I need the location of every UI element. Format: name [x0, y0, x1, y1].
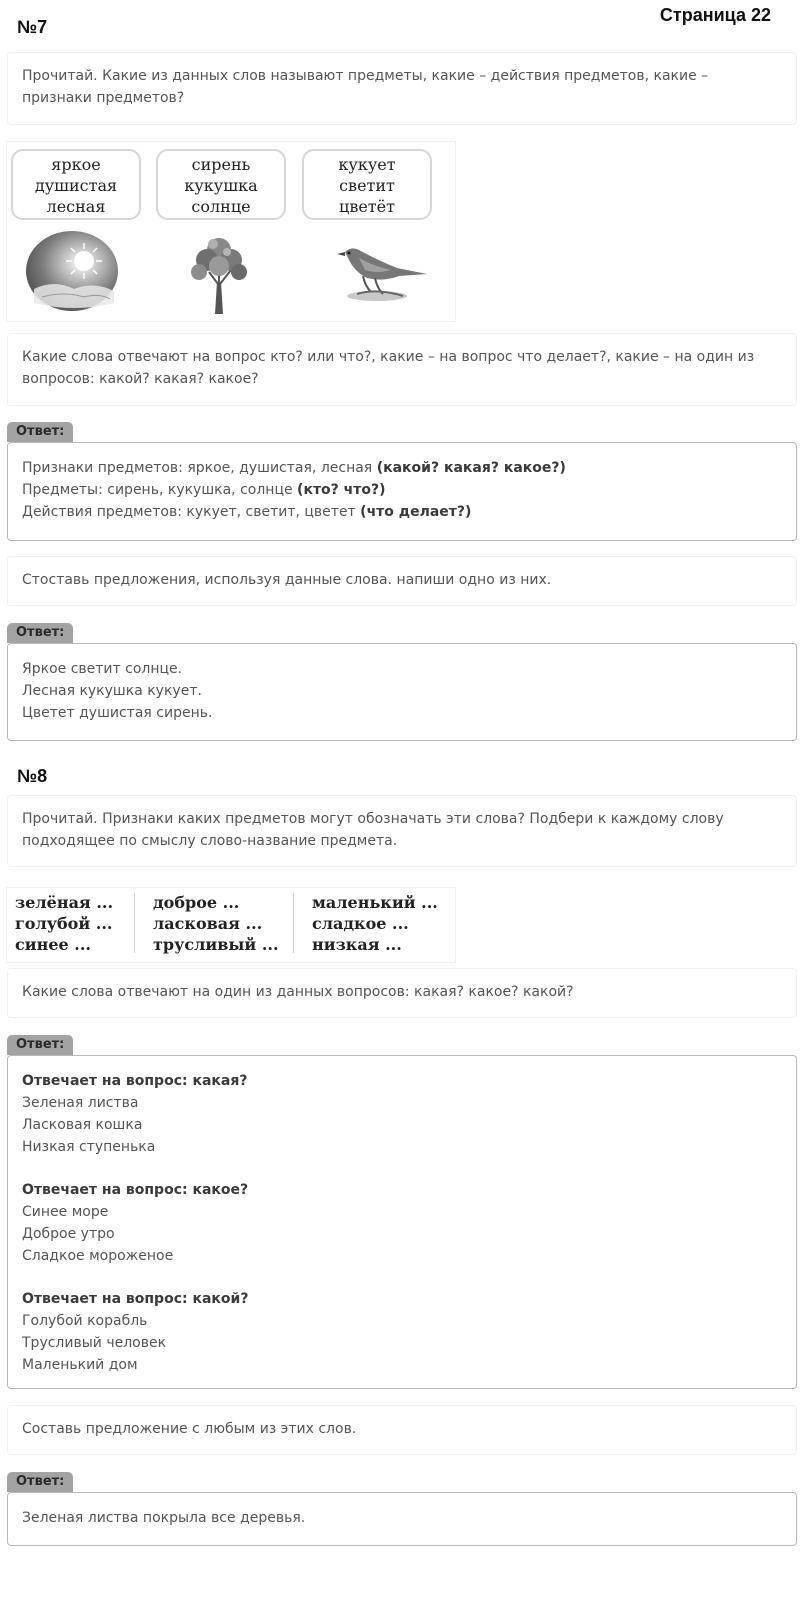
sun-picture — [24, 227, 120, 315]
word-card-1 — [11, 149, 141, 220]
word: кукует — [338, 155, 396, 174]
answer-line: Цветет душистая сирень. — [22, 705, 213, 721]
word: доброе ... — [153, 893, 240, 912]
answer-line: Зеленая листва — [22, 1095, 139, 1111]
word-column-1 — [15, 892, 113, 955]
answer-line: Яркое светит солнце. — [22, 661, 183, 677]
task-8-word-columns — [6, 887, 456, 963]
word: душистая — [34, 176, 118, 195]
answer-line: Признаки предметов: яркое, душистая, лесная (какой? какая? какое?) — [22, 460, 566, 476]
word-card-3 — [302, 149, 432, 220]
word-column-2 — [153, 892, 279, 955]
group-title: Отвечает на вопрос: какая? — [22, 1073, 248, 1089]
page-label: Страница 22 — [659, 5, 771, 25]
question-text: Стоставь предложения, используя данные слова. напиши одно из них. — [22, 572, 552, 588]
task-7-question-2 — [7, 333, 797, 406]
word: низкая ... — [312, 935, 402, 954]
word: кукушка — [184, 176, 258, 195]
word: голубой ... — [15, 914, 113, 933]
word: цветёт — [339, 197, 395, 216]
answer-line: Синее море — [22, 1204, 109, 1220]
answer-line: Предметы: сирень, кукушка, солнце (кто? что?) — [22, 482, 386, 498]
answer-line: Трусливый человек — [22, 1335, 167, 1351]
answer-label: Ответ: — [7, 1035, 73, 1055]
task-7-figure — [6, 141, 456, 322]
question-text: Какие слова отвечают на один из данных вопросов: какая? какое? какой? — [22, 984, 574, 1000]
word: синее ... — [15, 935, 91, 954]
answer-line: Действия предметов: кукует, светит, цветет (что делает?) — [22, 504, 472, 520]
column-divider — [293, 893, 294, 953]
answer-line: Лесная кукушка кукует. — [22, 683, 202, 699]
word: трусливый ... — [153, 935, 279, 954]
answer-line: Ласковая кошка — [22, 1117, 143, 1133]
group-title: Отвечает на вопрос: какой? — [22, 1291, 249, 1307]
task-8-question-1 — [7, 795, 797, 867]
task-8-question-3 — [7, 1405, 797, 1455]
answer-label: Ответ: — [7, 623, 73, 643]
task-8-number: №8 — [17, 766, 48, 786]
answer-line: Голубой корабль — [22, 1313, 148, 1329]
word: яркое — [51, 155, 101, 174]
word: сирень — [191, 155, 251, 174]
task-8-answer-1 — [7, 1055, 797, 1389]
task-7-question-3 — [7, 556, 797, 606]
task-8-answer-2 — [7, 1492, 797, 1546]
word: солнце — [191, 197, 251, 216]
word: светит — [339, 176, 395, 195]
answer-line: Зеленая листва покрыла все деревья. — [22, 1510, 306, 1526]
task-7-number: №7 — [17, 17, 48, 37]
task-7-question-1 — [7, 52, 797, 125]
question-text: Прочитай. Признаки каких предметов могут обозначать эти слова? Подбери к каждому слову подходящее по смыслу слово-название предмета. — [22, 811, 724, 849]
column-divider — [134, 893, 135, 953]
question-text: Составь предложение с любым из этих слов. — [22, 1421, 357, 1437]
word: ласковая ... — [153, 914, 263, 933]
answer-line: Доброе утро — [22, 1226, 115, 1242]
word-card-2 — [156, 149, 286, 220]
cuckoo-picture — [327, 238, 431, 302]
task-7-answer-1 — [7, 442, 797, 541]
word: лесная — [46, 197, 106, 216]
word: зелёная ... — [15, 893, 114, 912]
word-column-3 — [312, 892, 438, 955]
answer-line: Маленький дом — [22, 1357, 138, 1373]
word: сладкое ... — [312, 914, 409, 933]
question-text: Какие слова отвечают на вопрос кто? или что?, какие – на вопрос что делает?, какие – на один из вопросов: какой? какая? какое? — [22, 349, 755, 387]
word: маленький ... — [312, 893, 438, 912]
answer-label: Ответ: — [7, 422, 73, 442]
task-8-question-2 — [7, 968, 797, 1018]
answer-label: Ответ: — [7, 1472, 73, 1492]
lilac-tree-picture — [187, 230, 251, 314]
task-7-answer-2 — [7, 643, 797, 741]
group-title: Отвечает на вопрос: какое? — [22, 1182, 249, 1198]
question-text: Прочитай. Какие из данных слов называют предметы, какие – действия предметов, какие – признаки предметов? — [22, 68, 709, 106]
answer-line: Сладкое мороженое — [22, 1248, 174, 1264]
answer-line: Низкая ступенька — [22, 1139, 156, 1155]
